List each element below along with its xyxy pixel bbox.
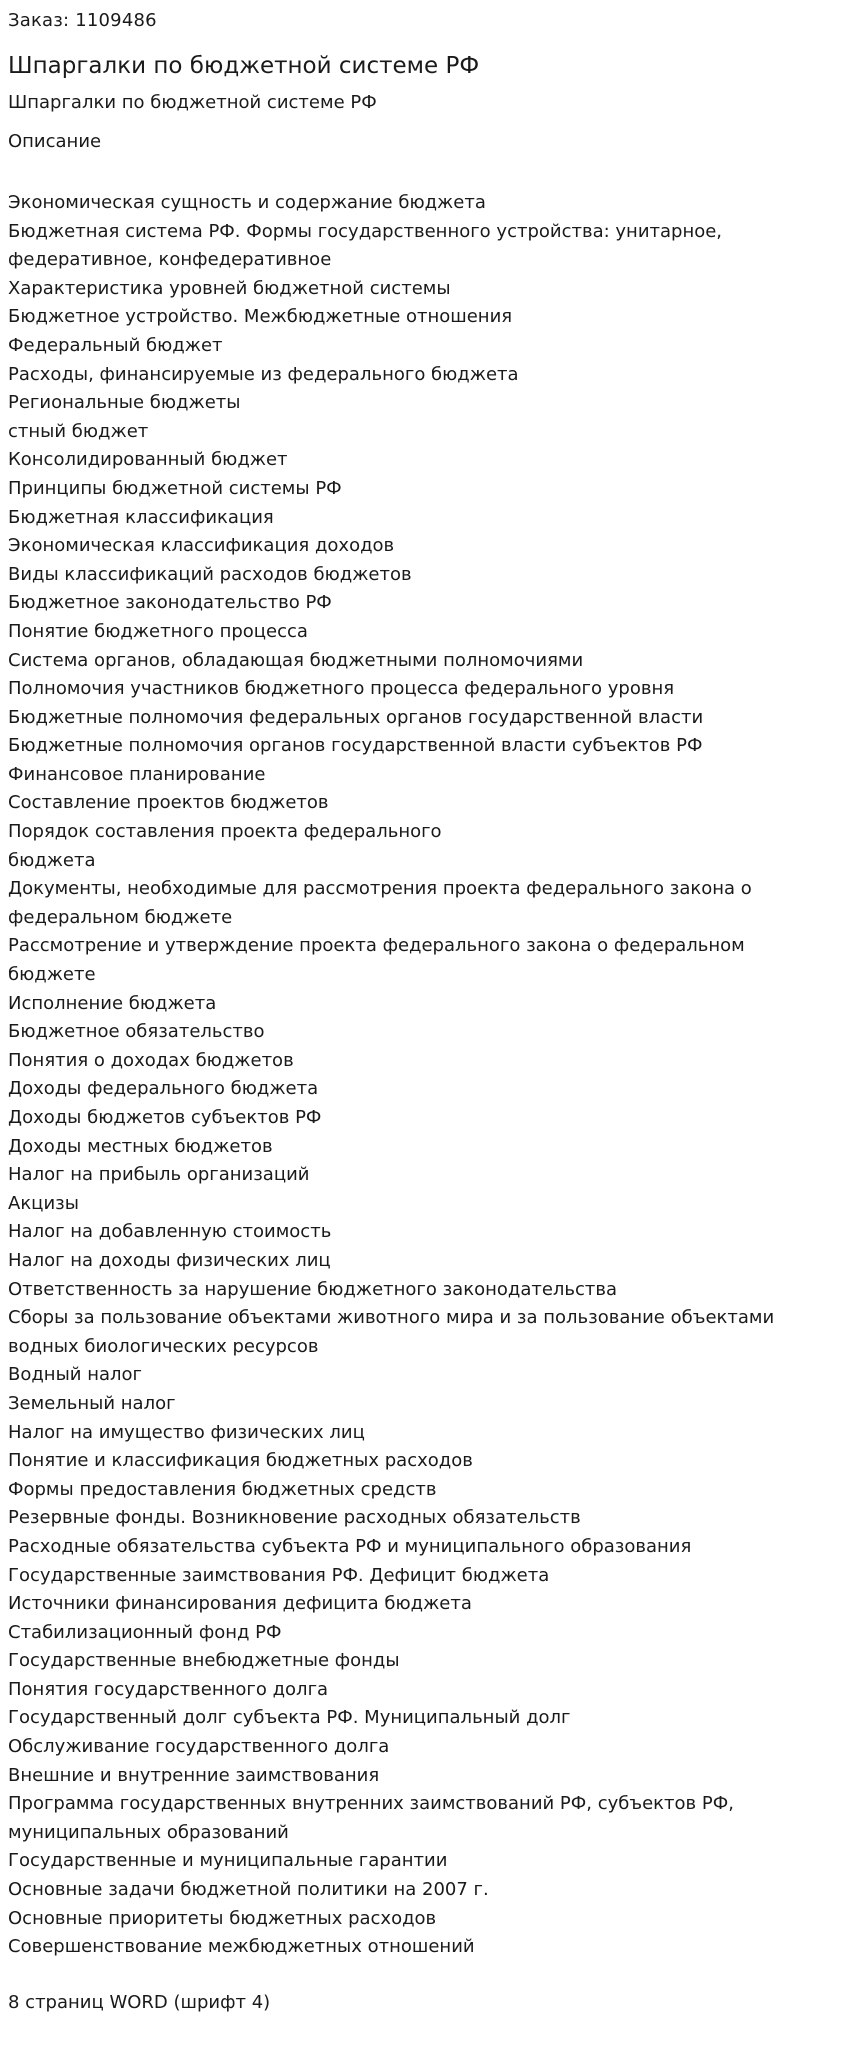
topic-item: Система органов, обладающая бюджетными полномочиями <box>8 649 584 671</box>
topic-item: Формы предоставления бюджетных средств <box>8 1478 437 1500</box>
topic-item: Земельный налог <box>8 1392 176 1414</box>
topic-item: Внешние и внутренние заимствования <box>8 1764 380 1786</box>
description-label: Описание <box>8 131 102 152</box>
topic-item: Резервные фонды. Возникновение расходных обязательств <box>8 1507 581 1529</box>
topic-item: Бюджетная система РФ. Формы государственного устройства: унитарное, федеративное, конфедеративное <box>8 220 723 271</box>
topic-item: Основные задачи бюджетной политики на 2007 г. <box>8 1879 489 1901</box>
topic-item: Акцизы <box>8 1192 79 1214</box>
topic-item: Сборы за пользование объектами животного мира и за пользование объектами водных биологических ресурсов <box>8 1307 775 1357</box>
topic-item: Ответственность за нарушение бюджетного законодательства <box>8 1278 618 1300</box>
topic-item: Расходные обязательства субъекта РФ и муниципального образования <box>8 1535 692 1557</box>
topic-item: Доходы местных бюджетов <box>8 1135 273 1157</box>
topic-item: бюджета <box>8 849 96 871</box>
topic-item: Источники финансирования дефицита бюджета <box>8 1593 472 1615</box>
topic-item: Финансовое планирование <box>8 763 266 785</box>
topics-list <box>8 189 839 1962</box>
page-count-note: 8 страниц WORD (шрифт 4) <box>8 1991 271 2013</box>
topic-item: Программа государственных внутренних заимствований РФ, субъектов РФ, муниципальных образований <box>8 1793 734 1843</box>
topic-item: Рассмотрение и утверждение проекта федерального закона о федеральном бюджете <box>8 935 745 986</box>
topic-item: Бюджетная классификация <box>8 506 274 528</box>
topic-item: Стабилизационный фонд РФ <box>8 1621 282 1643</box>
topic-item: Полномочия участников бюджетного процесса федерального уровня <box>8 678 675 700</box>
topic-item: Понятия государственного долга <box>8 1678 329 1700</box>
topic-item: Расходы, финансируемые из федерального бюджета <box>8 363 519 385</box>
topic-item: Составление проектов бюджетов <box>8 792 329 814</box>
topic-item: Водный налог <box>8 1364 142 1386</box>
topic-item: Совершенствование межбюджетных отношений <box>8 1936 475 1958</box>
topic-item: Виды классификаций расходов бюджетов <box>8 563 412 585</box>
topic-item: Государственные внебюджетные фонды <box>8 1650 400 1672</box>
topic-item: Федеральный бюджет <box>8 334 223 356</box>
page-subtitle: Шпаргалки по бюджетной системе РФ <box>8 92 377 113</box>
topic-item: Обслуживание государственного долга <box>8 1736 390 1758</box>
topic-item: Принципы бюджетной системы РФ <box>8 477 342 499</box>
topic-item: Налог на доходы физических лиц <box>8 1249 331 1271</box>
page-title: Шпаргалки по бюджетной системе РФ <box>8 53 480 79</box>
topic-item: Понятие и классификация бюджетных расходов <box>8 1450 473 1472</box>
topic-item: Исполнение бюджета <box>8 992 217 1014</box>
topic-item: Бюджетное законодательство РФ <box>8 592 332 614</box>
topic-item: Бюджетное устройство. Межбюджетные отношения <box>8 306 513 328</box>
topic-item: Государственные заимствования РФ. Дефицит бюджета <box>8 1564 550 1586</box>
topic-item: Налог на прибыль организаций <box>8 1164 310 1186</box>
topic-item: Бюджетные полномочия федеральных органов государственной власти <box>8 706 704 728</box>
topic-item: Консолидированный бюджет <box>8 449 288 471</box>
topic-item: Основные приоритеты бюджетных расходов <box>8 1907 437 1929</box>
topic-item: Экономическая классификация доходов <box>8 535 395 557</box>
topic-item: Документы, необходимые для рассмотрения проекта федерального закона о федеральном бюджете <box>8 878 752 928</box>
topic-item: Бюджетное обязательство <box>8 1021 265 1043</box>
topic-item: Доходы федерального бюджета <box>8 1078 319 1100</box>
topic-item: Региональные бюджеты <box>8 392 241 414</box>
topic-item: Государственный долг субъекта РФ. Муниципальный долг <box>8 1707 571 1729</box>
topic-item: Доходы бюджетов субъектов РФ <box>8 1107 322 1128</box>
topic-item: Налог на добавленную стоимость <box>8 1221 332 1243</box>
topic-item: Бюджетные полномочия органов государственной власти субъектов РФ <box>8 735 703 757</box>
topic-item: Понятия о доходах бюджетов <box>8 1049 294 1071</box>
topic-item: Характеристика уровней бюджетной системы <box>8 277 451 299</box>
order-number: Заказ: 1109486 <box>8 10 157 31</box>
topic-item: Государственные и муниципальные гарантии <box>8 1850 448 1872</box>
topic-item: стный бюджет <box>8 420 149 442</box>
topic-item: Налог на имущество физических лиц <box>8 1421 365 1443</box>
topic-item: Экономическая сущность и содержание бюджета <box>8 192 486 213</box>
topic-item: Порядок составления проекта федерального <box>8 821 442 843</box>
topic-item: Понятие бюджетного процесса <box>8 620 308 642</box>
